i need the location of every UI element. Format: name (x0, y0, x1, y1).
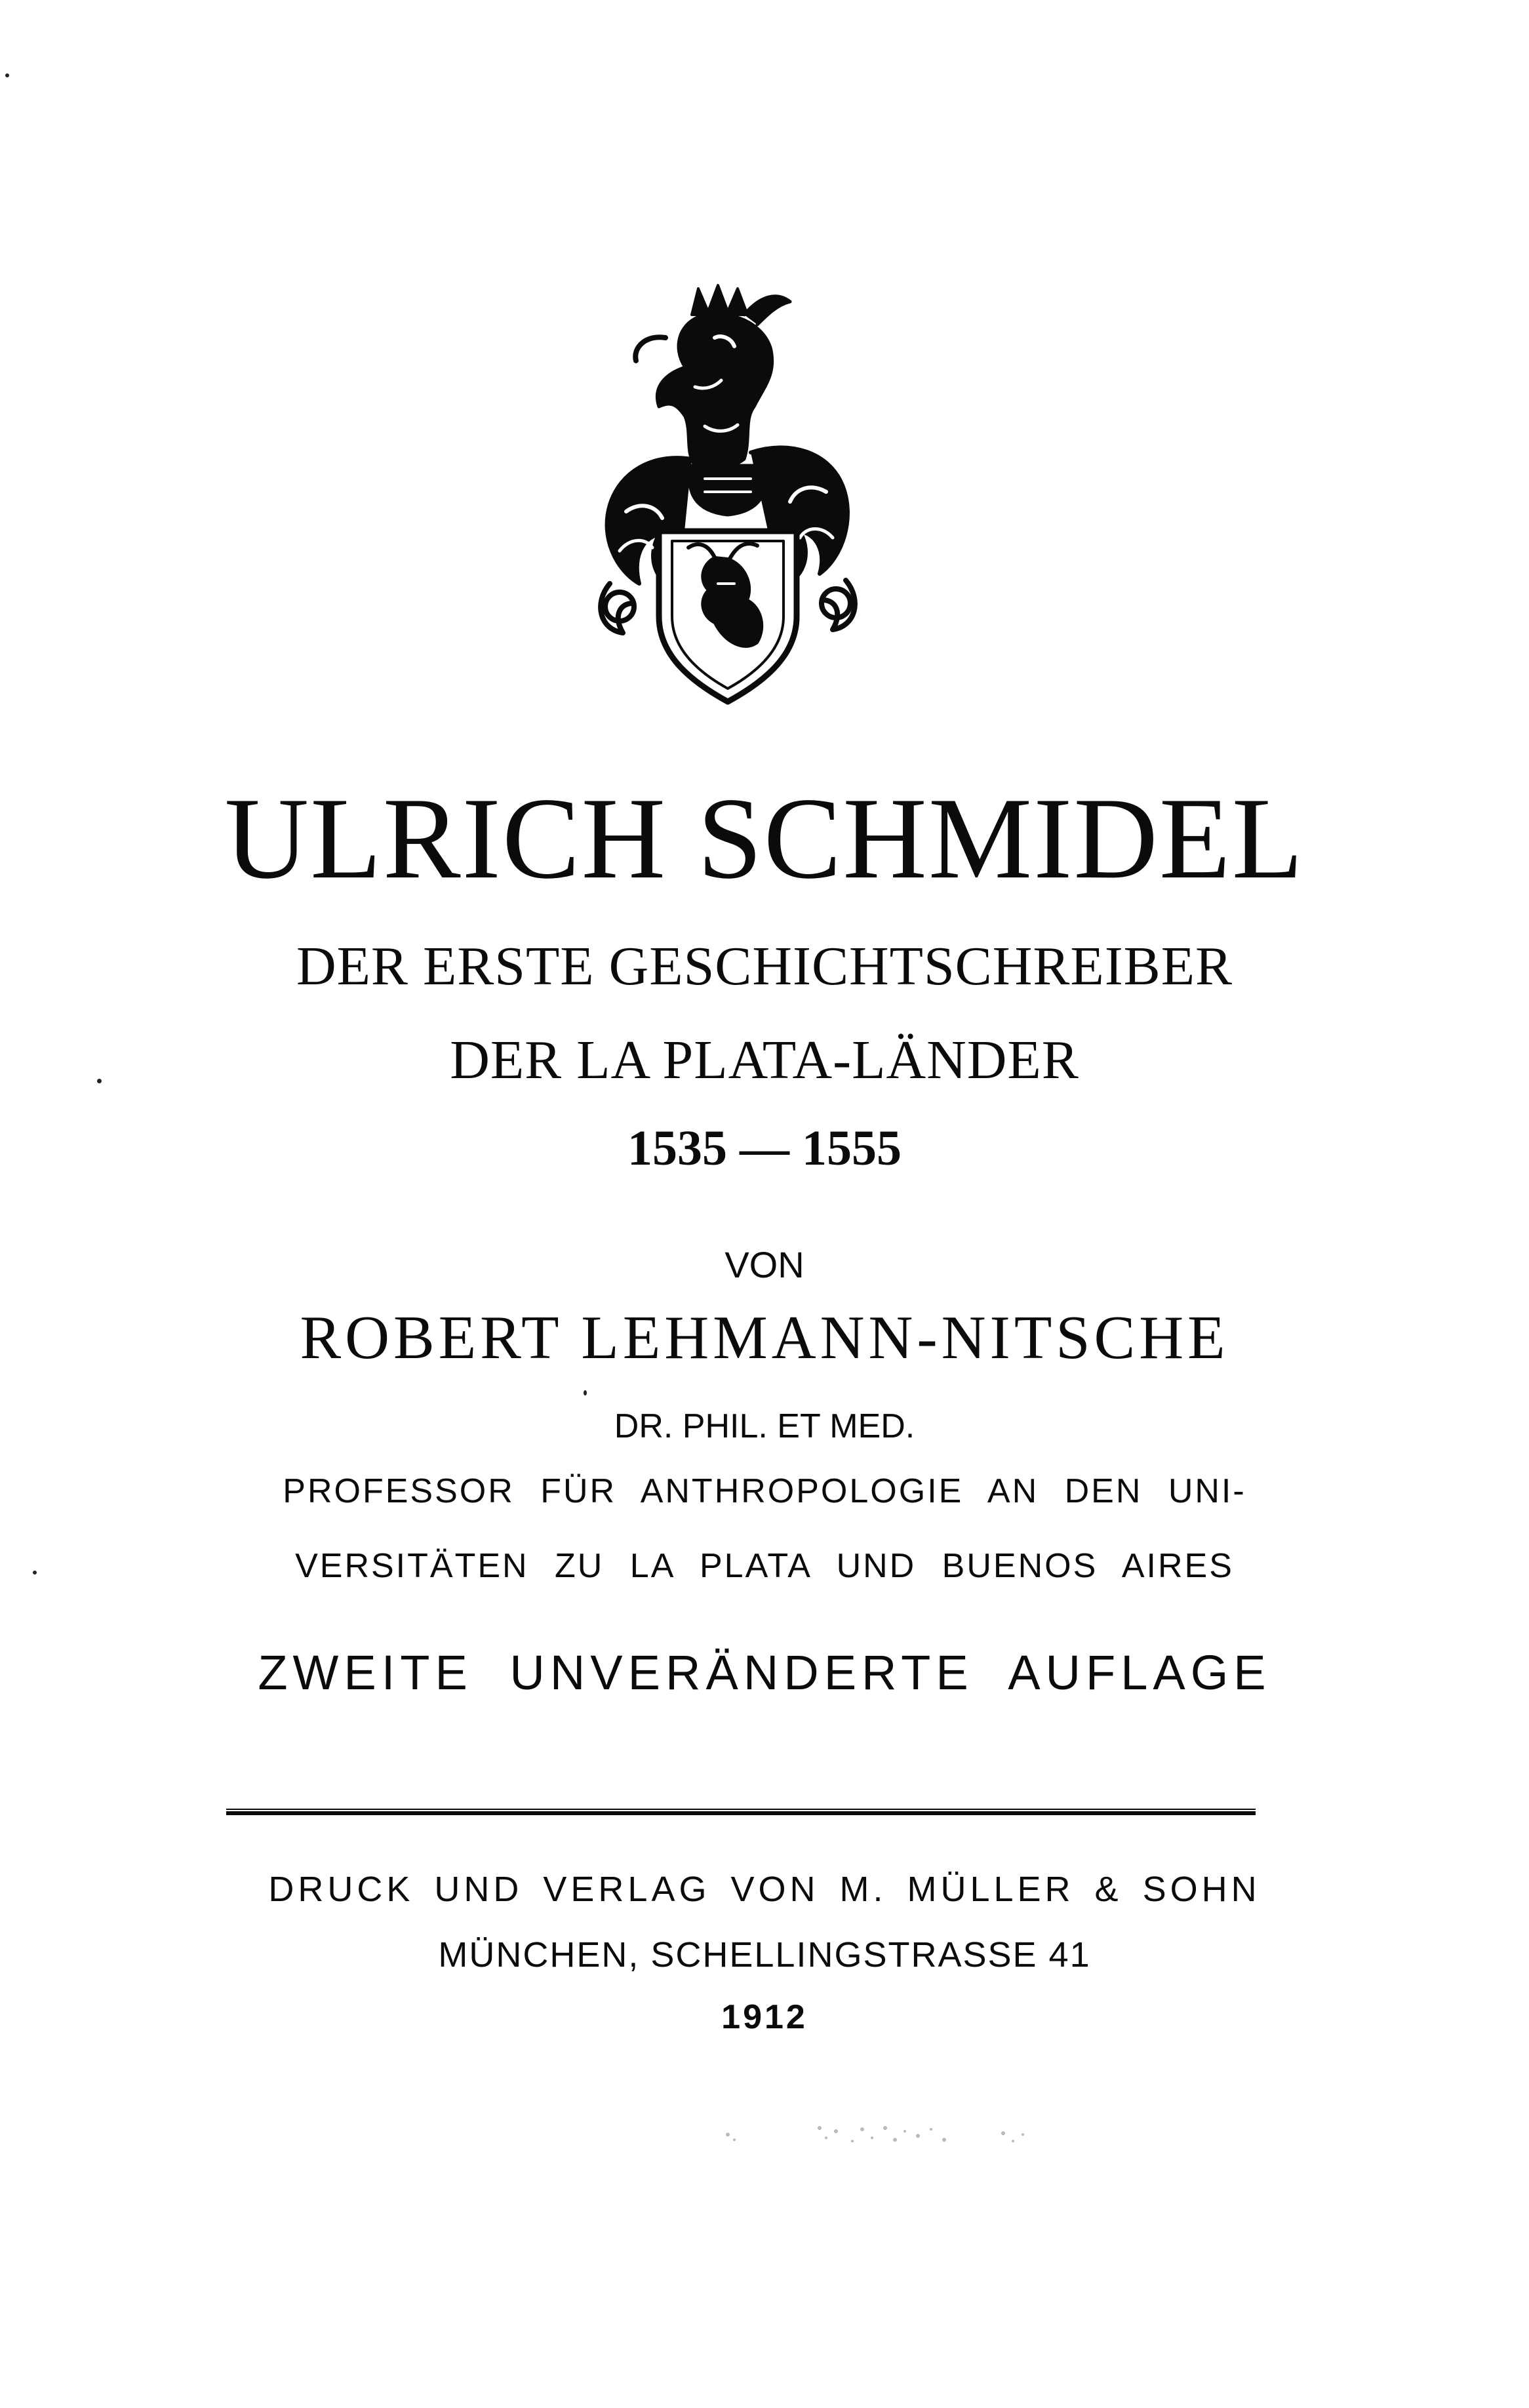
by-label: VON (725, 1244, 804, 1285)
page-speck (97, 1079, 102, 1083)
subtitle-line-2: DER LA PLATA-LÄNDER (450, 1030, 1079, 1091)
subtitle-line-1: DER ERSTE GESCHICHTSCHREIBER (296, 936, 1233, 997)
author-degree: DR. PHIL. ET MED. (614, 1407, 915, 1445)
edition-note: ZWEITE UNVERÄNDERTE AUFLAGE (258, 1645, 1271, 1700)
publisher-line-1: DRUCK UND VERLAG VON M. MÜLLER & SOHN (268, 1870, 1261, 1909)
page-speck (584, 1390, 587, 1395)
divider-rule (226, 1811, 1256, 1815)
coat-of-arms-icon (580, 275, 875, 715)
author-name: ROBERT LEHMANN-NITSCHE (300, 1304, 1229, 1372)
divider-rule-thin (226, 1809, 1256, 1810)
page-speck (5, 73, 9, 77)
author-position-line-2: VERSITÄTEN ZU LA PLATA UND BUENOS AIRES (295, 1547, 1234, 1585)
page-speck (33, 1571, 37, 1575)
faint-stamp-marks (721, 2115, 1049, 2154)
date-range: 1535 — 1555 (627, 1121, 902, 1176)
publisher-address: MÜNCHEN, SCHELLINGSTRASSE 41 (438, 1935, 1091, 1975)
book-title: ULRICH SCHMIDEL (224, 773, 1305, 903)
publication-year: 1912 (721, 1998, 808, 2036)
author-position-line-1: PROFESSOR FÜR ANTHROPOLOGIE AN DEN UNI- (283, 1472, 1246, 1510)
